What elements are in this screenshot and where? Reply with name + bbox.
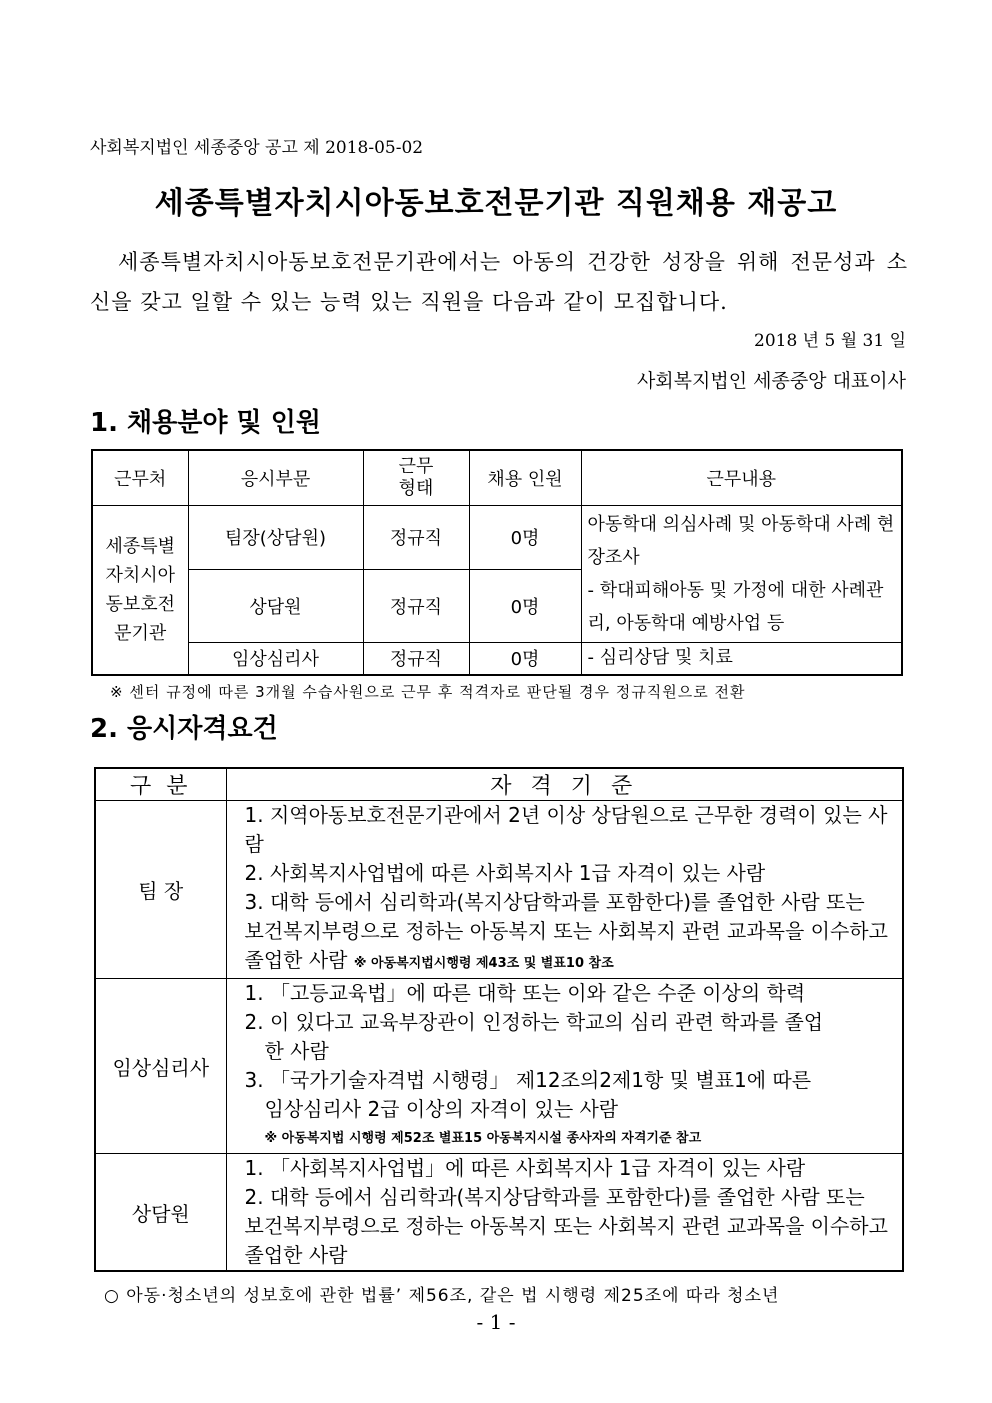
criteria-line: 한 사람: [264, 1039, 329, 1063]
header-duties: 근무내용: [581, 450, 902, 505]
duties-cell: - 심리상담 및 치료: [581, 642, 902, 675]
criteria-line: 임상심리사 2급 이상의 자격이 있는 사람: [264, 1097, 619, 1121]
count-cell: 0명: [469, 569, 581, 642]
type-cell: 정규직: [363, 569, 469, 642]
legal-reference-note: ※ 아동복지법 시행령 제52조 별표15 아동복지시설 종사자의 자격기준 참고: [264, 1131, 702, 1146]
recruitment-table: [91, 449, 903, 676]
duties-cell: 아동학대 의심사례 및 아동학대 사례 현장조사 - 학대피해아동 및 가정에 대한 사례관리, 아동학대 예방사업 등: [581, 505, 902, 642]
type-cell: 정규직: [363, 642, 469, 675]
page-number: - 1 -: [476, 1310, 516, 1334]
count-cell: 0명: [469, 642, 581, 675]
section2-heading: 2. 응시자격요건: [90, 714, 278, 744]
type-cell: 정규직: [363, 505, 469, 569]
probation-note: ※ 센터 규정에 따른 3개월 수습사원으로 근무 후 적격자로 판단될 경우 정규직원으로 전환: [110, 683, 746, 701]
header-criteria: 자 격 기 준: [226, 768, 903, 801]
issuer: 사회복지법인 세종중앙 대표이사: [636, 370, 906, 392]
footer-text: ○ 아동·청소년의 성보호에 관한 법률’ 제56조, 같은 법 시행령 제25조에 따라 청소년: [104, 1286, 780, 1306]
document-title: 세종특별자치시아동보호전문기관 직원채용 재공고: [154, 186, 838, 221]
intro-paragraph: 세종특별자치시아동보호전문기관에서는 아동의 건강한 성장을 위해 전문성과 소신을 갖고 일할 수 있는 능력 있는 직원을 다음과 같이 모집합니다.: [90, 250, 908, 314]
header-count: 채용 인원: [469, 450, 581, 505]
criteria-line: 1. 「고등교육법」에 따른 대학 또는 이와 같은 수준 이상의 학력: [244, 981, 806, 1005]
criteria-cell: [226, 979, 903, 1154]
criteria-line: 3. 「국가기술자격법 시행령」 제12조의2제1항 및 별표1에 따른: [244, 1068, 812, 1092]
criteria-line: 1. 「사회복지사업법」에 따른 사회복지사 1급 자격이 있는 사람: [244, 1156, 806, 1180]
count-cell: 0명: [469, 505, 581, 569]
criteria-cell: [226, 801, 903, 979]
header-category: 구 분: [95, 768, 226, 801]
category-cell: 팀 장: [95, 801, 226, 979]
category-cell: 상담원: [95, 1154, 226, 1272]
criteria-line: 2. 사회복지사업법에 따른 사회복지사 1급 자격이 있는 사람: [244, 861, 766, 885]
criteria-line: 3. 대학 등에서 심리학과(복지상담학과를 포함한다)를 졸업한 사람 또는 보건복지부령으로 정하는 아동복지 또는 사회복지 관련 교과목을 이수하고 졸업한 사람 ※ 아동복지법시행령 제43조 및 별표10 참조: [244, 890, 888, 972]
criteria-line: 1. 지역아동보호전문기관에서 2년 이상 상담원으로 근무한 경력이 있는 사람: [244, 803, 888, 856]
dept-cell: 상담원: [188, 569, 363, 642]
workplace-cell: 세종특별 자치시아 동보호전 문기관: [92, 505, 188, 675]
header-dept: 응시부문: [188, 450, 363, 505]
notice-number: 사회복지법인 세종중앙 공고 제 2018-05-02: [90, 138, 424, 158]
notice-date: 2018 년 5 월 31 일: [754, 331, 906, 351]
section1-heading: 1. 채용분야 및 인원: [90, 408, 321, 438]
criteria-cell: [226, 1154, 903, 1272]
dept-cell: 팀장(상담원): [188, 505, 363, 569]
criteria-line: 2. 이 있다고 교육부장관이 인정하는 학교의 심리 관련 학과를 졸업: [244, 1010, 824, 1034]
legal-reference-note: ※ 아동복지법시행령 제43조 및 별표10 참조: [353, 956, 614, 971]
header-workplace: 근무처: [92, 450, 188, 505]
criteria-line: 2. 대학 등에서 심리학과(복지상담학과를 포함한다)를 졸업한 사람 또는 보건복지부령으로 정하는 아동복지 또는 사회복지 관련 교과목을 이수하고 졸업한 사람: [244, 1185, 888, 1267]
header-type: 근무 형태: [363, 450, 469, 505]
qualification-table: [94, 767, 904, 1272]
dept-cell: 임상심리사: [188, 642, 363, 675]
category-cell: 임상심리사: [95, 979, 226, 1154]
